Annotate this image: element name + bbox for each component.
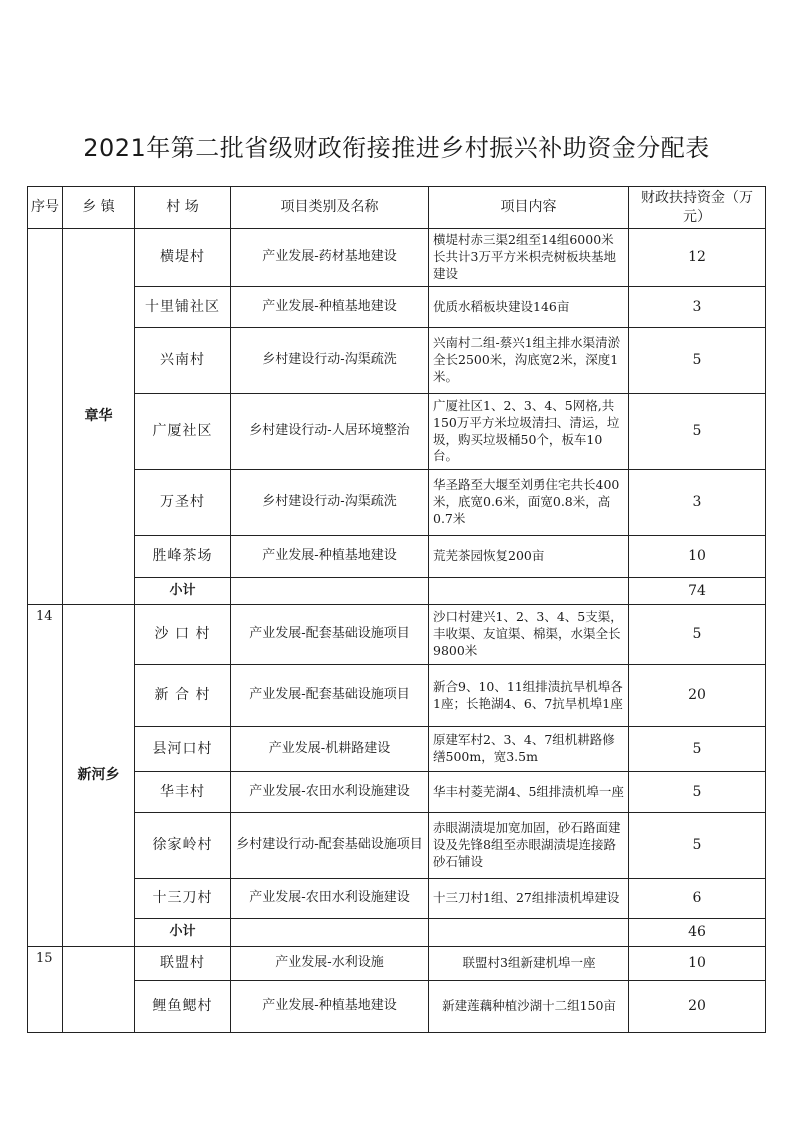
village-cell: 横堤村 [135, 229, 231, 287]
table-row [28, 287, 766, 328]
amount-cell: 12 [629, 229, 766, 287]
amount-cell: 10 [629, 536, 766, 578]
content-cell: 横堤村赤三渠2组至14组6000米长共计3万平方米枳壳树板块基地建设 [429, 229, 629, 287]
table-row [28, 813, 766, 879]
category-cell: 产业发展-种植基地建设 [231, 536, 429, 578]
village-cell: 县河口村 [135, 727, 231, 772]
subtotal-amount: 46 [629, 919, 766, 947]
village-cell: 新 合 村 [135, 665, 231, 727]
content-cell: 原建军村2、3、4、7组机耕路修缮500m，宽3.5m [429, 727, 629, 772]
category-cell: 乡村建设行动-人居环境整治 [231, 394, 429, 470]
category-cell: 产业发展-农田水利设施建设 [231, 772, 429, 813]
table-row [28, 605, 766, 665]
village-cell: 兴南村 [135, 328, 231, 394]
header-village: 村 场 [135, 187, 231, 229]
table-row [28, 536, 766, 578]
header-seq: 序号 [28, 187, 63, 229]
category-cell: 产业发展-药材基地建设 [231, 229, 429, 287]
village-cell: 华丰村 [135, 772, 231, 813]
village-cell: 鲤鱼鳃村 [135, 981, 231, 1033]
content-cell: 华丰村菱芜湖4、5组排渍机埠一座 [429, 772, 629, 813]
village-cell: 万圣村 [135, 470, 231, 536]
content-cell: 新合9、10、11组排渍抗旱机埠各1座；长艳湖4、6、7抗旱机埠1座 [429, 665, 629, 727]
content-cell: 优质水稻板块建设146亩 [429, 287, 629, 328]
village-cell: 十里铺社区 [135, 287, 231, 328]
header-town: 乡 镇 [63, 187, 135, 229]
amount-cell: 5 [629, 394, 766, 470]
empty-cell [429, 919, 629, 947]
village-cell: 沙 口 村 [135, 605, 231, 665]
seq-cell: 14 [28, 605, 63, 947]
town-cell [63, 947, 135, 1033]
content-cell: 联盟村3组新建机埠一座 [429, 947, 629, 981]
header-category: 项目类别及名称 [231, 187, 429, 229]
category-cell: 乡村建设行动-沟渠疏洗 [231, 470, 429, 536]
amount-cell: 5 [629, 813, 766, 879]
town-cell: 新河乡 [63, 605, 135, 947]
table-row [28, 772, 766, 813]
header-row [28, 187, 766, 229]
content-cell: 新建莲藕种植沙湖十二组150亩 [429, 981, 629, 1033]
village-cell: 徐家岭村 [135, 813, 231, 879]
seq-cell: 15 [28, 947, 63, 1033]
amount-cell: 5 [629, 772, 766, 813]
subtotal-row [28, 578, 766, 605]
amount-cell: 5 [629, 727, 766, 772]
content-cell: 兴南村二组-蔡兴1组主排水渠清淤全长2500米，沟底宽2米，深度1米。 [429, 328, 629, 394]
amount-cell: 5 [629, 328, 766, 394]
content-cell: 广厦社区1、2、3、4、5网格,共150万平方米垃圾清扫、清运，垃圾，购买垃圾桶50个，板车10台。 [429, 394, 629, 470]
category-cell: 产业发展-配套基础设施项目 [231, 665, 429, 727]
amount-cell: 10 [629, 947, 766, 981]
subtotal-row [28, 919, 766, 947]
table-row [28, 947, 766, 981]
table-row [28, 328, 766, 394]
category-cell: 产业发展-机耕路建设 [231, 727, 429, 772]
table-row [28, 394, 766, 470]
amount-cell: 3 [629, 287, 766, 328]
table-row [28, 879, 766, 919]
subtotal-label: 小计 [135, 578, 231, 605]
category-cell: 产业发展-水利设施 [231, 947, 429, 981]
subtotal-amount: 74 [629, 578, 766, 605]
header-content: 项目内容 [429, 187, 629, 229]
allocation-table [27, 186, 766, 1033]
content-cell: 荒芜茶园恢复200亩 [429, 536, 629, 578]
category-cell: 产业发展-农田水利设施建设 [231, 879, 429, 919]
category-cell: 乡村建设行动-沟渠疏洗 [231, 328, 429, 394]
village-cell: 广厦社区 [135, 394, 231, 470]
seq-cell [28, 229, 63, 605]
amount-cell: 5 [629, 605, 766, 665]
category-cell: 产业发展-种植基地建设 [231, 287, 429, 328]
village-cell: 十三刀村 [135, 879, 231, 919]
header-amount: 财政扶持资金（万元） [629, 187, 766, 229]
content-cell: 十三刀村1组、27组排渍机埠建设 [429, 879, 629, 919]
table-row [28, 470, 766, 536]
table-row [28, 981, 766, 1033]
amount-cell: 6 [629, 879, 766, 919]
amount-cell: 20 [629, 981, 766, 1033]
table-row [28, 229, 766, 287]
empty-cell [231, 919, 429, 947]
page-title: 2021年第二批省级财政衔接推进乡村振兴补助资金分配表 [83, 134, 710, 162]
empty-cell [231, 578, 429, 605]
town-cell: 章华 [63, 229, 135, 605]
amount-cell: 3 [629, 470, 766, 536]
table-row [28, 727, 766, 772]
village-cell: 胜峰茶场 [135, 536, 231, 578]
category-cell: 产业发展-种植基地建设 [231, 981, 429, 1033]
content-cell: 赤眼湖渍堤加宽加固，砂石路面建设及先锋8组至赤眼湖渍堤连接路砂石铺设 [429, 813, 629, 879]
category-cell: 乡村建设行动-配套基础设施项目 [231, 813, 429, 879]
empty-cell [429, 578, 629, 605]
content-cell: 华圣路至大堰至刘勇住宅共长400米，底宽0.6米，面宽0.8米，高0.7米 [429, 470, 629, 536]
village-cell: 联盟村 [135, 947, 231, 981]
category-cell: 产业发展-配套基础设施项目 [231, 605, 429, 665]
amount-cell: 20 [629, 665, 766, 727]
table-row [28, 665, 766, 727]
content-cell: 沙口村建兴1、2、3、4、5支渠，丰收渠、友谊渠、棉渠，水渠全长9800米 [429, 605, 629, 665]
subtotal-label: 小计 [135, 919, 231, 947]
